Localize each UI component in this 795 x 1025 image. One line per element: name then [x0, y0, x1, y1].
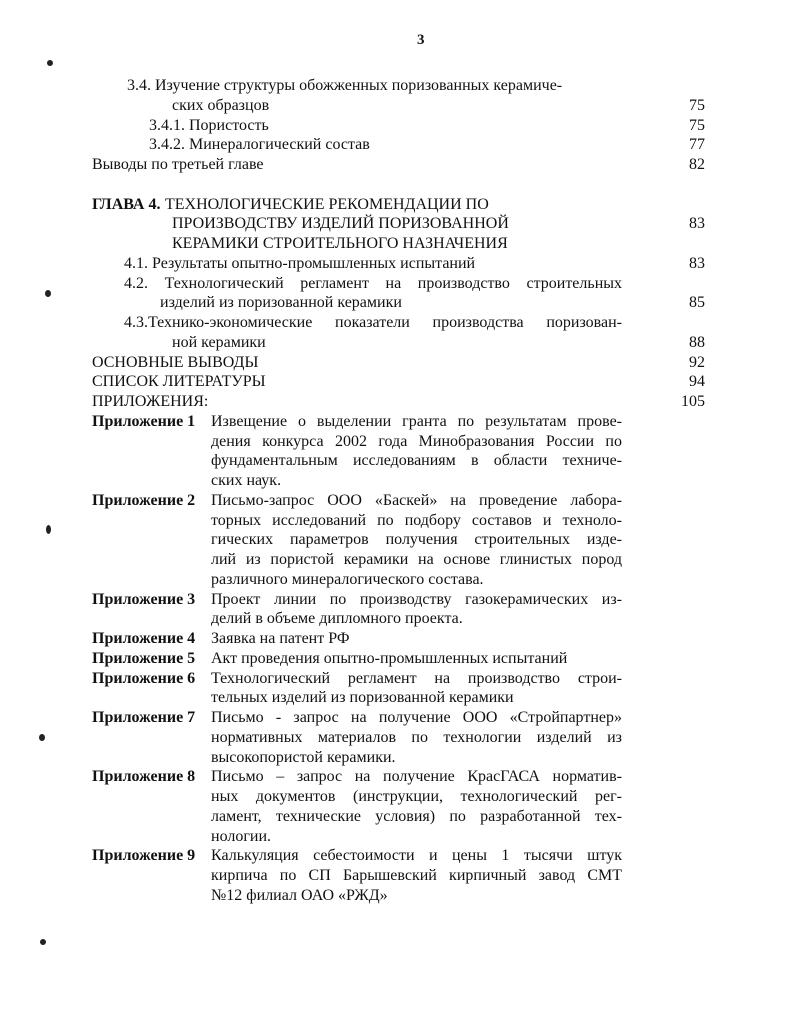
entry-text: 4.3.Технико-экономические показатели производства поризован-: [124, 314, 622, 331]
appendix-entry: [0, 708, 795, 767]
entry-line: [0, 609, 795, 629]
entry-line: [0, 392, 795, 412]
appendix-entry: [0, 649, 795, 669]
page-ref: 83: [689, 254, 705, 272]
toc-entry: [0, 313, 795, 353]
toc-entry: [0, 372, 795, 392]
entry-line: [0, 866, 795, 886]
entry-line: [0, 767, 795, 787]
entry-line: [0, 313, 795, 333]
appendix-entry: [0, 767, 795, 846]
toc-entry: [0, 116, 795, 136]
entry-text: лий из пористой керамики на основе глинистых пород: [211, 551, 622, 568]
appendix-label: Приложение 9: [92, 847, 196, 865]
entry-line: [0, 649, 795, 669]
entry-line: [0, 807, 795, 827]
entry-line: [0, 135, 795, 155]
appendix-label: Приложение 8: [92, 768, 196, 786]
entry-text: Заявка на патент РФ: [211, 630, 350, 647]
toc-entry: [0, 254, 795, 274]
entry-line: [0, 827, 795, 847]
toc-entry: [0, 155, 795, 175]
entry-text: ских наук.: [211, 472, 282, 489]
entry-line: [0, 688, 795, 708]
entry-line: [0, 372, 795, 392]
entry-text: Технологический регламент на производство строи-: [211, 669, 622, 687]
entry-line: [0, 471, 795, 491]
appendix-label: Приложение 7: [92, 709, 196, 726]
entry-line: [0, 491, 795, 511]
page-ref: 82: [689, 156, 705, 173]
entry-text: Акт проведения опытно-промышленных испытаний: [211, 649, 568, 667]
entry-text: СПИСОК ЛИТЕРАТУРЫ: [92, 373, 266, 391]
entry-text: фундаментальным исследованиям в области техниче-: [211, 452, 622, 470]
entry-text: 4.1. Результаты опытно-промышленных испытаний: [124, 254, 476, 272]
appendix-entry: [0, 846, 795, 905]
entry-line: [0, 748, 795, 768]
entry-text: гических параметров получения строительных изде-: [211, 531, 622, 549]
entry-text: нормативных материалов по технологии изделий из: [211, 728, 622, 746]
appendix-label: Приложение 4: [92, 630, 196, 647]
appendix-label: Приложение 6: [92, 669, 196, 687]
entry-line: [0, 886, 795, 906]
page-ref: 88: [689, 333, 705, 351]
entry-text: 3.4.2. Минералогический состав: [149, 136, 370, 154]
table-of-contents: [0, 76, 795, 906]
entry-line: [0, 570, 795, 590]
entry-text: Извещение о выделении гранта по результатам прове-: [211, 412, 622, 430]
entry-line: [0, 412, 795, 432]
entry-text: 4.2. Технологический регламент на производство строительных: [124, 274, 622, 292]
entry-text: Проект линии по производству газокерамических из-: [211, 590, 622, 608]
entry-line: [0, 787, 795, 807]
entry-text: Письмо - запрос на получение ООО «Стройпартнер»: [211, 709, 622, 726]
page-ref: 75: [689, 116, 705, 134]
entry-line: [0, 293, 795, 313]
entry-line: [0, 234, 795, 254]
toc-entry: [0, 274, 795, 314]
entry-text: торных исследований по подбору составов и техноло-: [211, 511, 622, 529]
toc-entry: [0, 175, 795, 254]
entry-line: [0, 846, 795, 866]
toc-entry: [0, 392, 795, 412]
page-ref: 77: [689, 136, 705, 154]
entry-text: ной керамики: [172, 333, 266, 351]
entry-text: Письмо-запрос ООО «Баскей» на проведение лабора-: [211, 491, 622, 509]
entry-text: ПРОИЗВОДСТВУ ИЗДЕЛИЙ ПОРИЗОВАННОЙ: [172, 215, 509, 233]
entry-text: ОСНОВНЫЕ ВЫВОДЫ: [92, 353, 259, 371]
scan-mark: [45, 290, 51, 297]
entry-line: [0, 432, 795, 452]
entry-text: делий в объеме дипломного проекта.: [211, 610, 463, 628]
appendix-label: Приложение 5: [92, 649, 196, 667]
entry-line: [0, 96, 795, 116]
entry-line: [0, 195, 795, 215]
scan-mark: [39, 734, 45, 741]
appendix-label: Приложение 2: [92, 491, 196, 509]
scan-mark: [47, 60, 53, 66]
entry-line: [0, 708, 795, 728]
entry-text: ных документов (инструкции, технологический рег-: [211, 788, 622, 805]
entry-text: Письмо – запрос на получение КрасГАСА норматив-: [211, 768, 622, 786]
entry-line: [0, 76, 795, 96]
entry-text: высокопористой керамики.: [211, 748, 396, 766]
entry-line: [0, 511, 795, 531]
appendix-entry: [0, 590, 795, 630]
page-ref: 83: [689, 215, 705, 233]
entry-line: [0, 353, 795, 373]
entry-line: [0, 116, 795, 136]
page-ref: 85: [689, 294, 705, 312]
entry-text: дения конкурса 2002 года Минобразования России по: [211, 432, 622, 450]
toc-entry: [0, 353, 795, 373]
entry-text: нологии.: [211, 827, 272, 845]
page-number: 3: [417, 32, 425, 48]
entry-text: Выводы по третьей главе: [92, 156, 264, 173]
entry-line: [0, 550, 795, 570]
page-ref: 94: [689, 373, 705, 391]
entry-text: ТЕХНОЛОГИЧЕСКИЕ РЕКОМЕНДАЦИИ ПО: [165, 195, 489, 213]
entry-text: ламент, технические условия) по разработанной тех-: [211, 807, 622, 825]
entry-text: изделий из поризованной керамики: [160, 294, 402, 312]
scan-mark: [40, 939, 46, 945]
chapter-label: ГЛАВА 4.: [92, 195, 161, 213]
appendix-label: Приложение 1: [92, 412, 196, 430]
entry-text: Калькуляция себестоимости и цены 1 тысячи штук: [211, 847, 622, 865]
entry-text: различного минералогического состава.: [211, 570, 484, 588]
toc-entry: [0, 135, 795, 155]
appendix-entry: [0, 629, 795, 649]
entry-line: [0, 214, 795, 234]
entry-text: тельных изделий из поризованной керамики: [211, 689, 514, 707]
scan-mark: [46, 525, 51, 534]
entry-line: [0, 629, 795, 649]
entry-line: [0, 274, 795, 294]
entry-line: [0, 530, 795, 550]
page-ref: 92: [689, 353, 705, 371]
entry-text: №12 филиал ОАО «РЖД»: [211, 886, 388, 904]
entry-line: [0, 155, 795, 175]
entry-line: [0, 669, 795, 689]
entry-text: кирпича по СП Барышевский кирпичный завод СМТ: [211, 867, 622, 884]
page-ref: 105: [681, 393, 705, 410]
entry-line: [0, 728, 795, 748]
entry-text: 3.4.1. Пористость: [149, 116, 269, 134]
entry-text: ских образцов: [172, 96, 270, 114]
entry-text: ПРИЛОЖЕНИЯ:: [92, 393, 209, 410]
toc-entry: [0, 76, 795, 116]
page-ref: 75: [689, 96, 705, 114]
entry-line: [0, 333, 795, 353]
appendix-entry: [0, 412, 795, 491]
entry-line: [0, 451, 795, 471]
appendix-entry: [0, 669, 795, 709]
entry-line: [0, 590, 795, 610]
appendix-label: Приложение 3: [92, 590, 196, 608]
entry-line: [0, 254, 795, 274]
appendix-entry: [0, 491, 795, 590]
entry-text: 3.4. Изучение структуры обожженных поризованных керамиче-: [127, 77, 563, 94]
entry-text: КЕРАМИКИ СТРОИТЕЛЬНОГО НАЗНАЧЕНИЯ: [172, 235, 508, 252]
